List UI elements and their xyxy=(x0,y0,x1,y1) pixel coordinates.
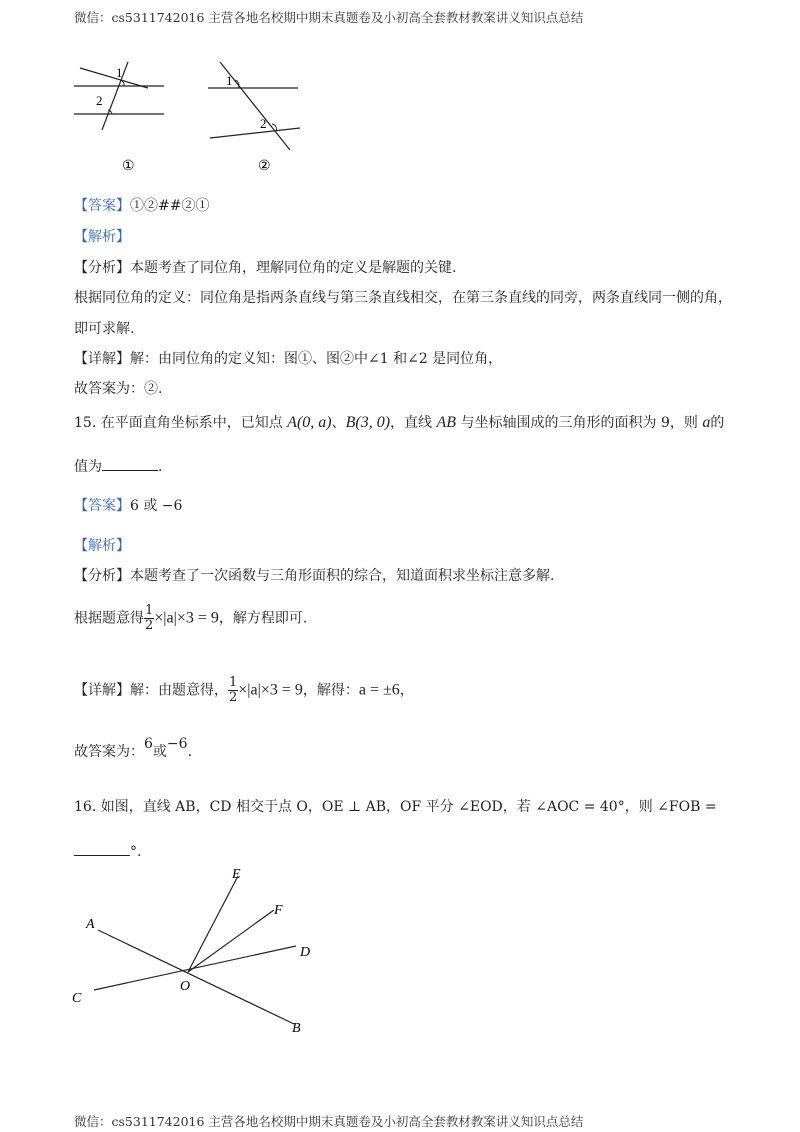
angle-figure xyxy=(68,862,328,1038)
label-b: B xyxy=(292,1021,301,1036)
q15-analysis-tag: 【解析】 xyxy=(74,538,130,554)
q15-analysis: 本题考查了一次函数与三角形面积的综合，知道面积求坐标注意多解. xyxy=(130,568,555,584)
q15-basis-line xyxy=(74,604,307,633)
q15-detail-line xyxy=(74,676,414,705)
fig1-angle-1-label: 1 xyxy=(116,65,123,80)
label-d: D xyxy=(300,945,311,960)
q15-detail-result: a = ±6 xyxy=(358,681,400,699)
label-f: F xyxy=(274,903,283,918)
figure-2 xyxy=(208,62,300,174)
q15-analysis-line xyxy=(74,566,554,586)
label-c: C xyxy=(72,991,82,1006)
figure-1-label: ① xyxy=(122,159,135,174)
q15-stem-end: . xyxy=(158,459,163,475)
q15-answer-line xyxy=(74,496,182,516)
line-ab: AB xyxy=(436,414,457,431)
q14-definition-line1: 根据同位角的定义：同位角是指两条直线与第三条直线相交，在第三条直线的同旁，两条直线同一侧的角， xyxy=(74,290,732,306)
q15-detail-equation: ×|a|×3 = 9 xyxy=(238,681,303,699)
q15-conclusion xyxy=(74,736,193,762)
detail-label: 【详解】 xyxy=(74,682,130,699)
fraction-one-half xyxy=(144,604,154,633)
label-a: A xyxy=(86,917,95,932)
q14-detail-line xyxy=(74,349,502,369)
q14-conclusion: 故答案为：②. xyxy=(74,381,163,397)
q15-stem-text-a: 15. 在平面直角坐标系中，已知点 xyxy=(74,415,283,431)
q15-stem-text-c: 与坐标轴围成的三角形的面积为 9，则 xyxy=(460,415,698,431)
q16-stem-line1: 16. 如图，直线 AB，CD 相交于点 O，OE ⊥ AB，OF 平分 ∠EOD，若 ∠AOC = 40°，则 ∠FOB = xyxy=(74,799,717,815)
fig2-angle-1-label: 1 xyxy=(226,73,233,88)
q15-stem-line2 xyxy=(74,456,162,477)
q15-conclusion-end: . xyxy=(187,744,193,760)
fig1-angle-2-label: 2 xyxy=(96,93,103,108)
answer-tag: 【答案】 xyxy=(74,498,130,514)
point-a: A(0, a) xyxy=(287,414,332,431)
q14-analysis-line xyxy=(74,258,456,278)
q15-detail-mid: ，解得： xyxy=(302,682,359,699)
q15-conclusion-minus6: −6 xyxy=(166,736,188,752)
analysis-label: 【分析】 xyxy=(74,260,130,276)
q15-stem-text-d: 的 xyxy=(710,415,725,431)
var-a: a xyxy=(702,414,711,431)
q15-basis-post: ，解方程即可. xyxy=(218,610,308,627)
q14-detail: 解：由同位角的定义知：图①、图②中∠1 和∠2 是同位角， xyxy=(130,351,503,367)
detail-label: 【详解】 xyxy=(74,351,130,367)
q15-stem-line1 xyxy=(74,413,724,433)
fraction-numerator: 1 xyxy=(145,603,154,618)
fraction-denominator: 2 xyxy=(145,618,154,633)
q14-answer-line xyxy=(74,196,209,216)
parallel-lines-figures xyxy=(68,58,318,176)
q15-detail-post: ， xyxy=(399,682,414,699)
answer-blank xyxy=(102,456,158,471)
q15-basis-pre: 根据题意得 xyxy=(74,610,144,627)
q15-stem-line2-text: 值为 xyxy=(74,459,102,475)
q14-definition-line2: 即可求解. xyxy=(74,321,135,337)
q15-sep: 、 xyxy=(331,415,346,431)
q16-stem-line2 xyxy=(74,841,141,862)
q15-answer: 6 或 −6 xyxy=(130,498,183,514)
q15-conclusion-6: 6 xyxy=(144,736,153,752)
q15-conclusion-pre: 故答案为： xyxy=(74,744,144,760)
q16-stem-end: °. xyxy=(130,844,142,860)
fraction-numerator: 1 xyxy=(229,675,238,690)
answer-tag: 【答案】 xyxy=(74,198,130,214)
fig2-angle-2-label: 2 xyxy=(260,116,267,131)
q15-equation: ×|a|×3 = 9 xyxy=(154,609,219,627)
q15-detail-pre: 解：由题意得， xyxy=(130,682,228,699)
fraction-denominator: 2 xyxy=(229,690,238,705)
label-o: O xyxy=(180,979,191,994)
figure-1 xyxy=(74,62,164,174)
q15-conclusion-or: 或 xyxy=(152,744,167,760)
page-footer: 微信：cs5311742016 主营各地名校期中期末真题卷及小初高全套教材教案讲义知识点总结 xyxy=(74,1114,584,1129)
q14-analysis-tag: 【解析】 xyxy=(74,229,130,245)
figure-2-label: ② xyxy=(258,159,271,174)
point-b: B(3, 0) xyxy=(345,414,391,431)
q15-stem-text-b: ，直线 xyxy=(390,415,433,431)
fraction-one-half xyxy=(228,676,238,705)
page-header: 微信：cs5311742016 主营各地名校期中期末真题卷及小初高全套教材教案讲义知识点总结 xyxy=(74,10,584,25)
analysis-label: 【分析】 xyxy=(74,568,130,584)
answer-blank xyxy=(74,841,130,856)
q14-analysis: 本题考查了同位角，理解同位角的定义是解题的关键. xyxy=(130,260,457,276)
q14-answer: ①②##②① xyxy=(130,198,210,214)
label-e: E xyxy=(232,867,241,882)
